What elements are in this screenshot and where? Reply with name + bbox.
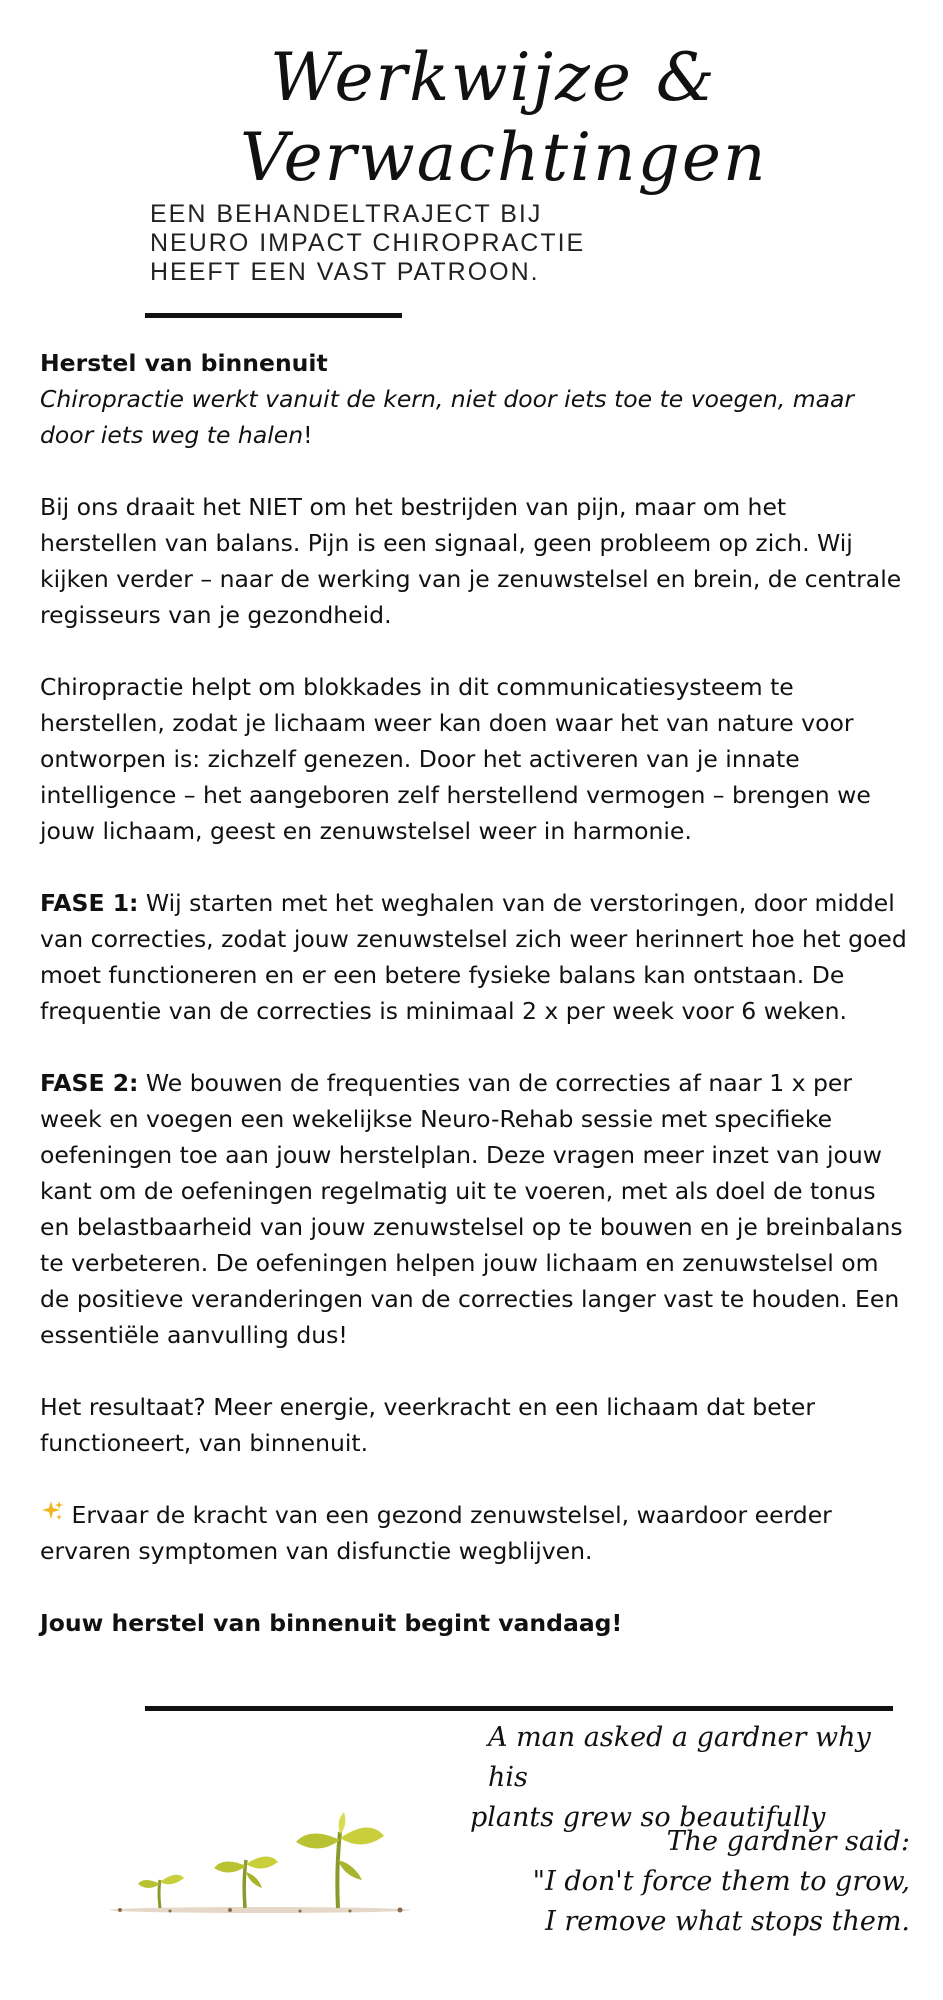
main-content	[40, 345, 910, 1677]
phase-1-label: FASE 1:	[40, 889, 139, 917]
quote-line-3: The gardner said:	[666, 1826, 910, 1857]
header-divider	[145, 313, 402, 318]
page-title	[240, 38, 768, 198]
paragraph-result: Het resultaat? Meer energie, veerkracht en een lichaam dat beter functioneert, van binnenuit.	[40, 1393, 815, 1457]
paragraph-chiropractic: Chiropractie helpt om blokkades in dit communicatiesysteem te herstellen, zodat je lichaam weer kan doen waar het van nature voor ontworpen is: zichzelf genezen. Door het activeren van je innate intelligence – het aangeboren zelf herstellend vermogen – brengen we jouw lichaam, geest en zenuwstelsel weer in harmonie.	[40, 673, 871, 845]
subtitle-line-3: HEEFT EEN VAST PATROON.	[150, 258, 540, 286]
intro-heading: Herstel van binnenuit	[40, 349, 328, 377]
closing-text: Jouw herstel van binnenuit begint vandaag!	[40, 1609, 623, 1637]
quote-line-1: A man asked a gardner why his	[488, 1722, 871, 1793]
closing-line	[40, 1605, 910, 1641]
phase-2	[40, 1065, 910, 1353]
phase-2-label: FASE 2:	[40, 1069, 139, 1097]
subtitle-line-2: NEURO IMPACT CHIROPRACTIE	[150, 229, 586, 257]
seedlings-illustration	[100, 1780, 420, 1920]
quote-intro	[470, 1718, 910, 1838]
intro-lead-end: !	[303, 421, 313, 449]
phase-1-text: Wij starten met het weghalen van de verstoringen, door middel van correcties, zodat jouw zenuwstelsel zich weer herinnert hoe het goed moet functioneren en er een betere fysieke balans kan ontstaan. De frequentie van de correcties is minimaal 2 x per week voor 6 weken.	[40, 889, 907, 1025]
quote-answer	[470, 1822, 910, 1942]
phase-2-text: We bouwen de frequenties van de correcties af naar 1 x per week en voegen een wekelijkse Neuro-Rehab sessie met specifieke oefeningen toe aan jouw herstelplan. Deze vragen meer inzet van jouw kant om de oefeningen regelmatig uit te voeren, met als doel de tonus en belastbaarheid van jouw zenuwstelsel op te bouwen en je breinbalans te verbeteren. De oefeningen helpen jouw lichaam en zenuwstelsel om de positieve veranderingen van de correcties langer vast te houden. Een essentiële aanvulling dus!	[40, 1069, 903, 1349]
experience-text: Ervaar de kracht van een gezond zenuwstelsel, waardoor eerder ervaren symptomen van disfunctie wegblijven.	[40, 1501, 832, 1565]
sparkles-icon	[40, 1497, 64, 1533]
paragraph-experience	[40, 1497, 910, 1569]
quote-line-2: plants grew so beautifully	[470, 1802, 826, 1833]
title-line-2: Verwachtingen	[240, 119, 768, 196]
quote-line-4: "I don't force them to grow,	[532, 1866, 910, 1897]
intro-block	[40, 345, 910, 453]
quote-line-5: I remove what stops them.	[545, 1906, 910, 1937]
phase-1	[40, 885, 910, 1029]
subtitle-line-1: EEN BEHANDELTRAJECT BIJ	[150, 200, 543, 228]
title-line-1: Werkwijze &	[270, 39, 717, 116]
paragraph-balance: Bij ons draait het NIET om het bestrijden van pijn, maar om het herstellen van balans. Pijn is een signaal, geen probleem op zich. Wij kijken verder – naar de werking van je zenuwstelsel en brein, de centrale regisseurs van je gezondheid.	[40, 493, 902, 629]
intro-lead: Chiropractie werkt vanuit de kern, niet door iets toe te voegen, maar door iets weg te halen	[40, 385, 855, 449]
subtitle	[150, 200, 670, 287]
footer-divider	[145, 1706, 893, 1711]
